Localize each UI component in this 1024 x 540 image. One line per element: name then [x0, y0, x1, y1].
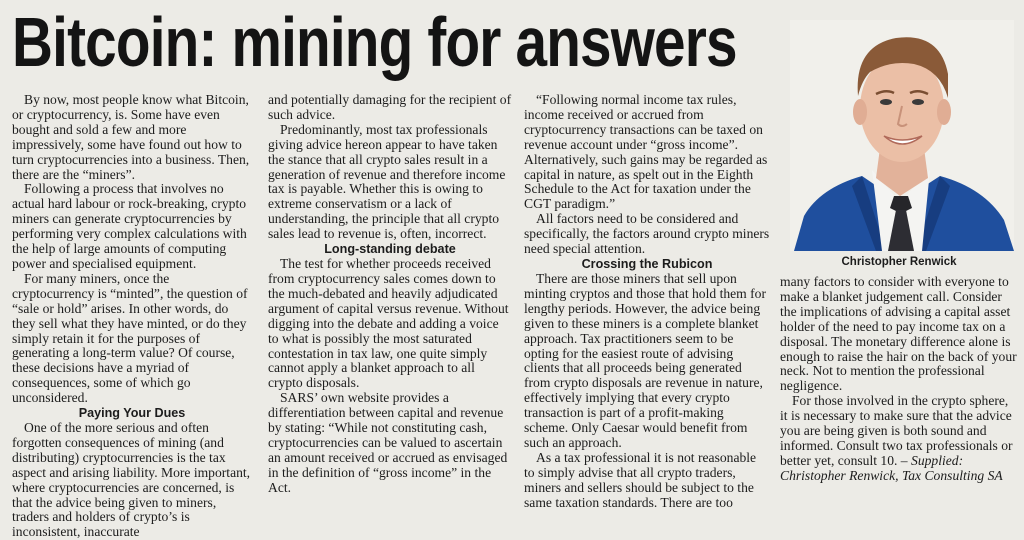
paragraph: SARS’ own website provides a differentiation between capital and revenue by stating: “While not constituting cash, cryptocurrencies can be valued to ascertain an amount received or accrued as envisaged in the definition of “gross income” in the Act.: [268, 390, 508, 495]
paragraph: There are those miners that sell upon minting cryptos and those that hold them for lengthy periods. However, the advice being given to these miners is a complete blanket approach. Tax practitioners seem to be opting for the easiest route of advising clients that all proceeds being generated from crypto disposals are revenue in nature, effectively implying that every crypto transaction is part of a profit-making scheme. Only Caesar would benefit from such an approach.: [524, 270, 767, 450]
paragraph: Predominantly, most tax professionals giving advice hereon appear to have taken the stance that all crypto sales result in a generation of revenue and therefore income tax is payable. Whether this is owing to extreme conservatism or a lack of understanding, the principle that all crypto sales lead to revenue is, often, incorrect.: [268, 121, 506, 242]
subheading: Crossing the Rubicon: [581, 256, 713, 271]
headline: Bitcoin: mining for answers: [12, 3, 737, 81]
article-column-3: [524, 92, 770, 510]
paragraph: [780, 394, 1018, 483]
paragraph: many factors to consider with everyone to make a blanket judgement call. Consider the implications of advising a capital asset holder of the need to pay income tax on a disposal. The monetary difference alone is enough to raise the hair on the back of your neck. Not to mention the professional negligence.: [780, 274, 1017, 394]
byline-credit: Supplied: Christopher Renwick, Tax Consulting SA: [780, 452, 1003, 483]
author-photo: [790, 20, 1014, 251]
article-column-1: [12, 92, 252, 540]
paragraph: By now, most people know what Bitcoin, or cryptocurrency, is. Some have even bought and sold a few and more impressively, some have found out how to turn cryptocurrencies into a business. Then, there are the “miners”.: [12, 92, 250, 182]
paragraph: All factors need to be considered and specifically, the factors around crypto miners need special attention.: [524, 211, 770, 257]
paragraph: One of the more serious and often forgotten consequences of mining (and distributing) cryptocurrencies is the tax aspect and arising liability. More important, where cryptocurrencies are concerned, is that the advice being given to miners, traders and holders of crypto’s is inconsistent, inaccurate: [12, 420, 251, 540]
article-column-4: [780, 275, 1018, 505]
paragraph: For many miners, once the cryptocurrency is “minted”, the question of “sale or hold” arises. In other words, do they sell what they have minted, or do they simply retain it for the purposes of generating a long-term value? Of course, these decisions have a myriad of consequences, some of which go unconsidered.: [12, 270, 248, 406]
paragraph: Following a process that involves no actual hard labour or rock-breaking, crypto miners can generate cryptocurrencies by performing very complex calculations with the help of large amounts of computing power and specialised equipment.: [12, 181, 247, 271]
paragraph: and potentially damaging for the recipient of such advice.: [268, 92, 512, 122]
portrait-illustration: [790, 20, 1014, 251]
paragraph: As a tax professional it is not reasonable to simply advise that all crypto traders, miners and sellers should be subject to the same taxation standards. There are too: [524, 449, 757, 510]
paragraph: “Following normal income tax rules, income received or accrued from cryptocurrency transactions can be taxed on revenue account under “gross income”. Alternatively, such gains may be regarded as capital in nature, as spelt out in the Eighth Schedule to the Act for taxation under the CGT paradigm.”: [524, 92, 768, 212]
subheading: Paying Your Dues: [78, 406, 186, 421]
paragraph: The test for whether proceeds received from cryptocurrency sales comes down to the much-debated and heavily adjudicated argument of capital versus revenue. Without digging into the debate and adding a voice to what is possibly the most saturated contestation in tax law, one quite simply cannot apply a blanket approach to all crypto disposals.: [268, 256, 509, 391]
subheading: Long-standing debate: [324, 242, 456, 257]
article-column-2: [268, 93, 512, 505]
photo-caption: Christopher Renwick: [841, 256, 957, 268]
paragraph-text: For those involved in the crypto sphere, it is necessary to make sure that the advice you are being given is both sound and informed. Consult two tax professionals or better yet, consult 10. –: [780, 393, 1013, 468]
